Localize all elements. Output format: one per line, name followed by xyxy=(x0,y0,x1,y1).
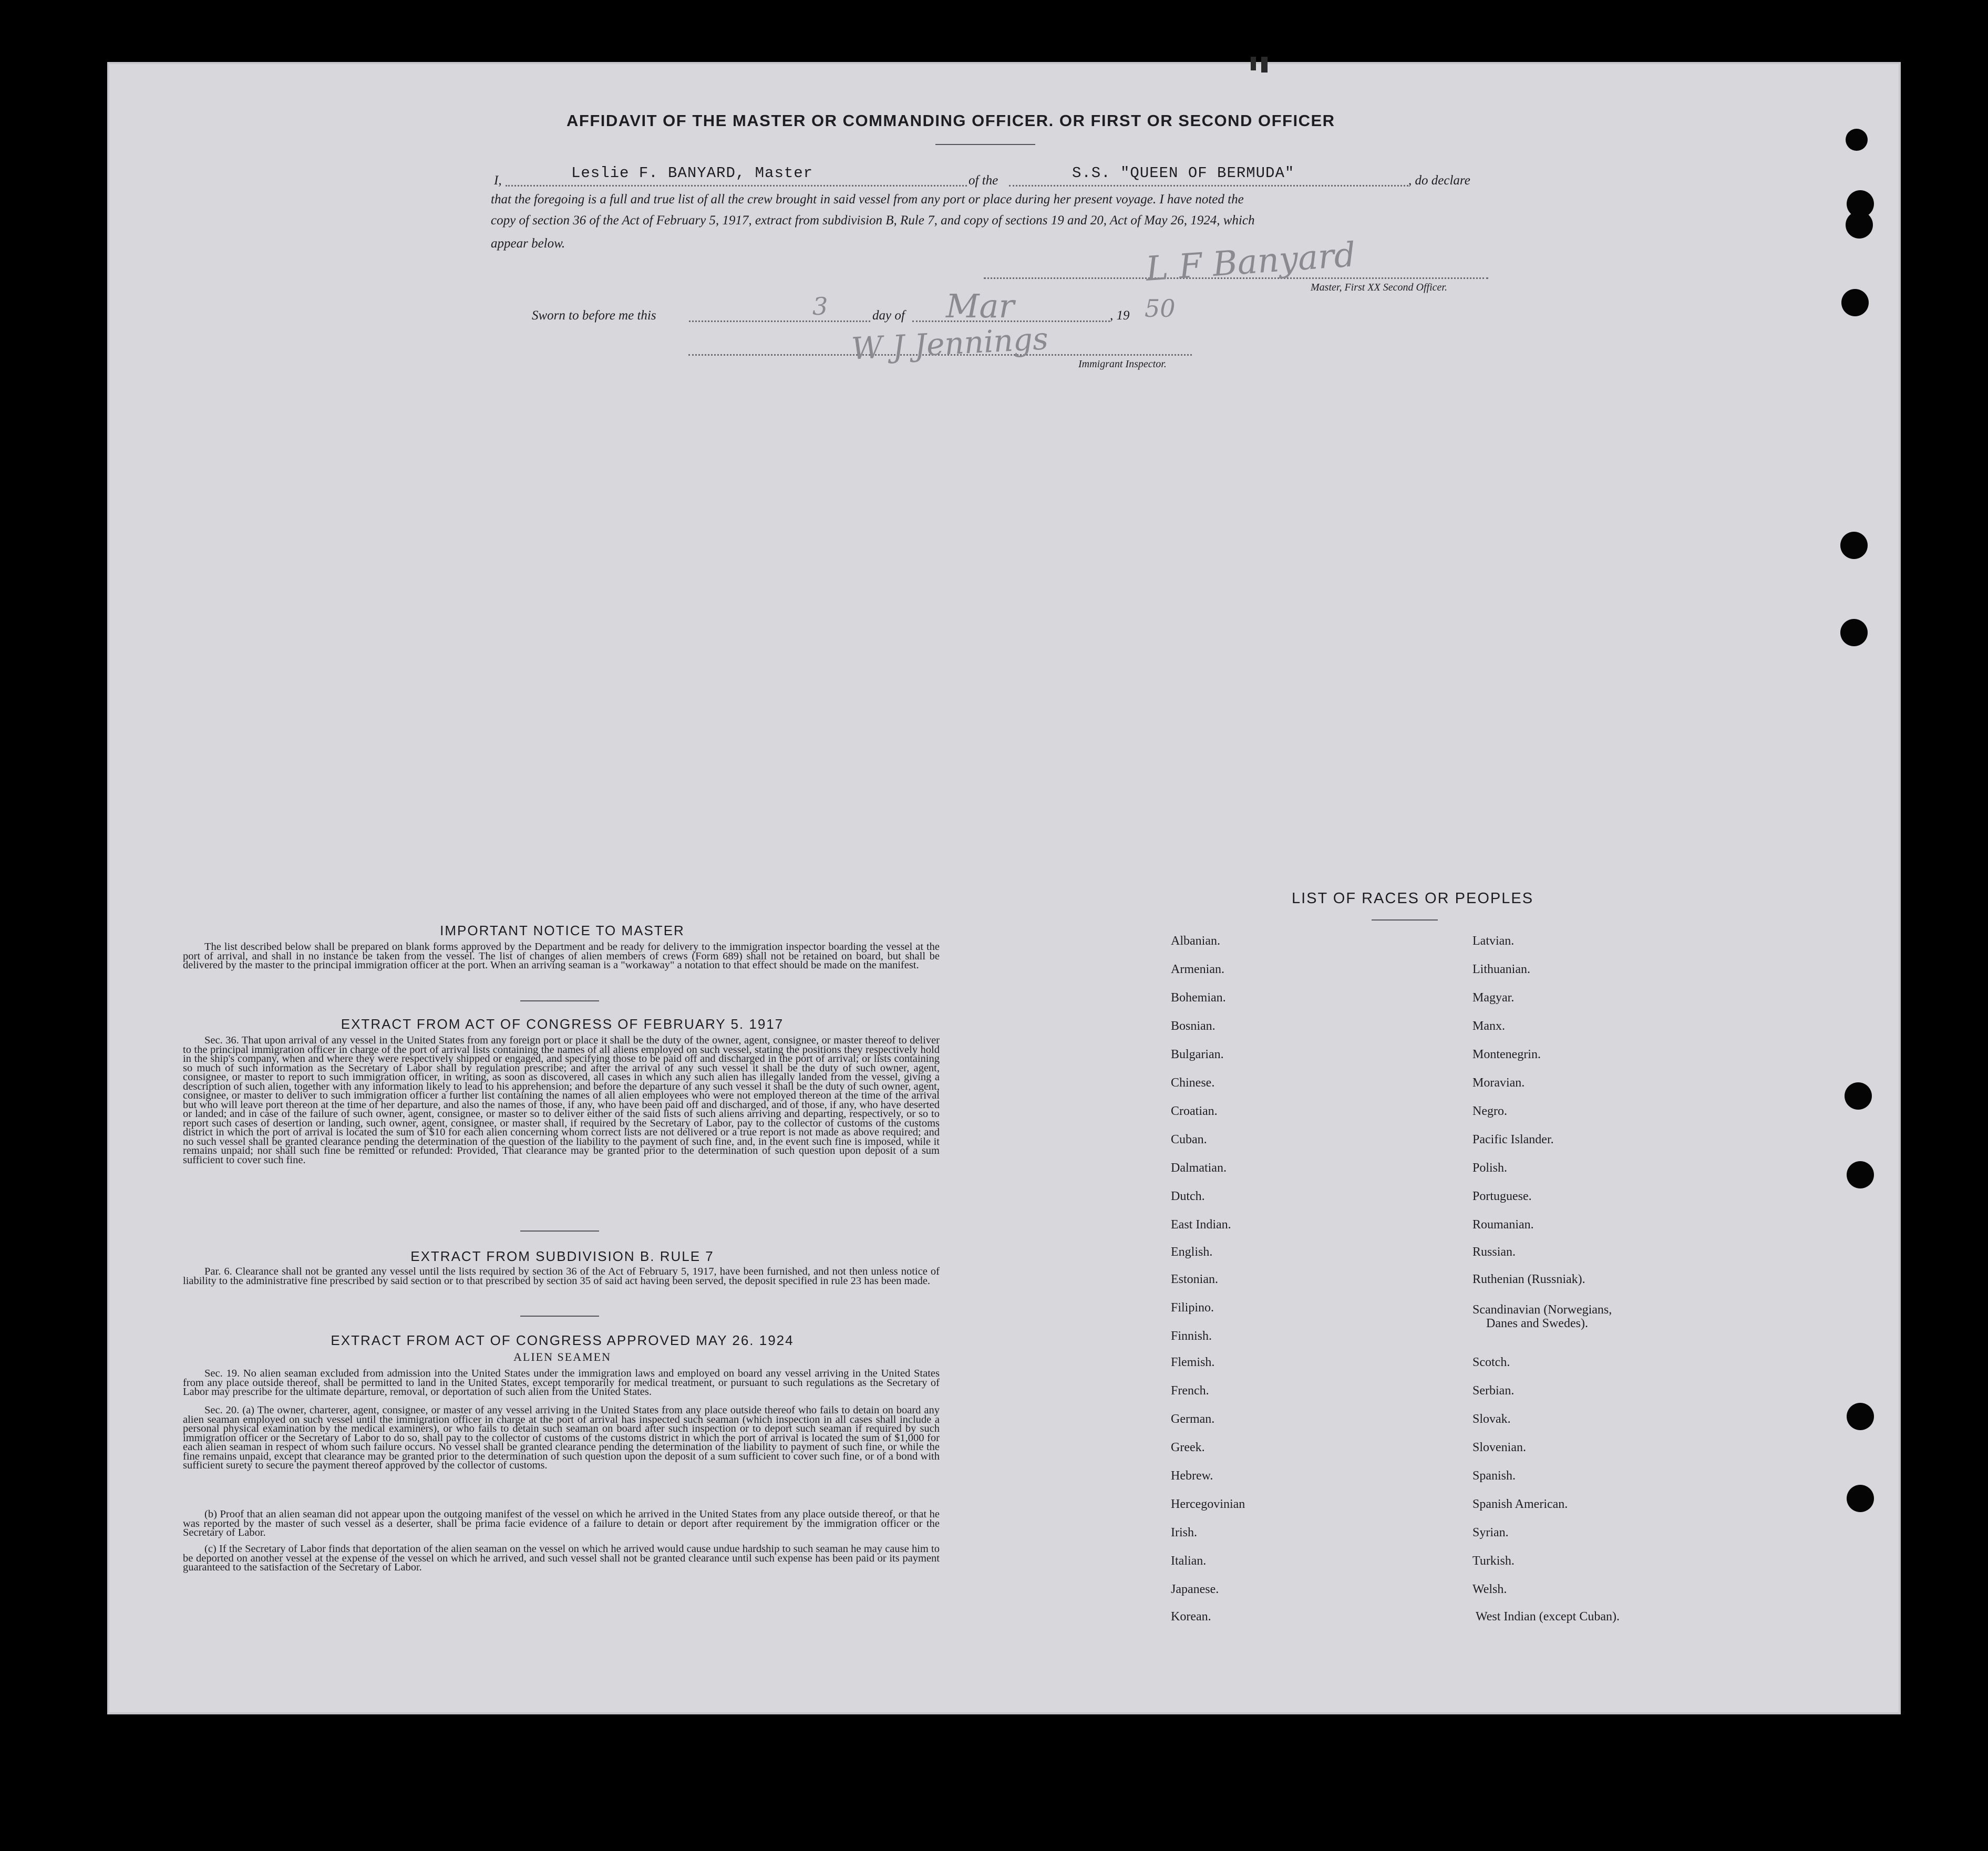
punch-hole xyxy=(1846,211,1873,239)
punch-hole xyxy=(1845,1082,1872,1110)
race-item: Dalmatian. xyxy=(1171,1161,1227,1175)
race-item: Cuban. xyxy=(1171,1133,1207,1146)
race-item: Lithuanian. xyxy=(1472,963,1530,976)
vessel-name-line xyxy=(1009,185,1408,187)
race-item: Flemish. xyxy=(1171,1356,1215,1369)
race-item: Scandinavian (Norwegians, xyxy=(1472,1303,1612,1317)
extract-rule7-text: Par. 6. Clearance shall not be granted any vessel until the lists required by section 36 of the Act of February 5, 1917, have been furnished, and not then unless notice of liability to the administrative fine prescribed by said section or to that prescribed by section 35 of said act having been served, the deposit specified in rule 23 has been made. xyxy=(183,1266,940,1287)
race-item: Bohemian. xyxy=(1171,991,1226,1005)
race-item: Turkish. xyxy=(1472,1554,1515,1568)
race-item: Serbian. xyxy=(1472,1384,1515,1398)
year-prefix: , 19 xyxy=(1110,308,1130,323)
race-item: Polish. xyxy=(1472,1161,1508,1175)
extract-1924-sec20b: (b) Proof that an alien seaman did not appear upon the outgoing manifest of the vessel on which he arrived in the United States from any place outside thereof, or that he was reported by the master of such vessel as a deserter, shall be prima facie evidence of a failure to detain or deport after requirement by the immigration officer or the Secretary of Labor. xyxy=(183,1508,940,1538)
sworn-day-line xyxy=(689,320,870,322)
race-item: Latvian. xyxy=(1472,934,1515,948)
race-item: Negro. xyxy=(1472,1104,1507,1118)
notice-heading: IMPORTANT NOTICE TO MASTER xyxy=(440,923,685,938)
race-item: Hebrew. xyxy=(1171,1469,1213,1483)
race-item: Italian. xyxy=(1171,1554,1207,1568)
extract-1917-text: Sec. 36. That upon arrival of any vessel in the United States from any foreign port or place it shall be the duty of the owner, agent, consignee, or master thereof to deliver to the principal immigration officer in charge of the port of arrival lists containing the names of all aliens employed on such vessel, stating the positions they respectively hold in the ship's company, when and where they were respectively shipped or engaged, and specifying those to be paid off and discharged in the port of arrival; or lists containing so much of such information as the Secretary of Labor shall by regulation prescribe; and after the arrival of any such vessel it shall be the duty of such owner, agent, consignee, or master to report to such immigration officer, in writing, as soon as discovered, all cases in which any such alien has illegally landed from the vessel, giving a description of such alien, together with any information likely to lead to his apprehension; and before the departure of any such vessel it shall be the duty of such owner, agent, consignee, or master to deliver to such immigration officer a further list containing the names of all alien employees who were not employed thereon at the time of the arrival but who will leave port thereon at the time of her departure, and also the names of those, if any, who have been paid off and discharged, and of those, if any, who have deserted or landed; and in case of the failure of such owner, agent, consignee, or master so to deliver either of the said lists of such aliens arriving and departing, respectively, or so to report such cases of desertion or landing, such owner, agent, consignee, or master shall, if required by the Secretary of Labor, pay to the collector of customs of the customs district in which the port of arrival is located the sum of $10 for each alien concerning whom correct lists are not delivered or a true report is not made as above required; and no such vessel shall be granted clearance pending the determination of the question of the liability to the payment of such fine, and, in the event such fine is imposed, while it remains unpaid; nor shall such fine be remitted or refunded: Provided, That clearance may be granted prior to the determination of such question upon deposit of a sum sufficient to cover such fine. xyxy=(183,1035,940,1166)
affidavit-body-line-1: that the foregoing is a full and true list of all the crew brought in said vessel from any port or place during her present voyage. I have noted the xyxy=(491,192,1244,206)
year-suffix: 50 xyxy=(1145,294,1176,323)
race-item: Magyar. xyxy=(1472,991,1515,1005)
race-item: Bosnian. xyxy=(1171,1019,1216,1033)
divider xyxy=(520,1316,599,1317)
race-item: Slovak. xyxy=(1472,1412,1511,1426)
race-item: Manx. xyxy=(1472,1019,1505,1033)
race-item: Hercegovinian xyxy=(1171,1497,1245,1511)
punch-hole xyxy=(1840,532,1868,559)
race-item: Slovenian. xyxy=(1472,1441,1526,1454)
extract-1924-sec19: Sec. 19. No alien seaman excluded from admission into the United States under the immigration laws and employed on board any vessel arriving in the United States from any place outside thereof, shall be permitted to land in the United States, except temporarily for medical treatment, or pursuant to such regulations as the Secretary of Labor may prescribe for the ultimate departure, removal, or deportation of such alien from the United States. xyxy=(183,1368,940,1398)
race-item: Filipino. xyxy=(1171,1301,1214,1315)
race-item: Scotch. xyxy=(1472,1356,1510,1369)
extract-1924-sec20a: Sec. 20. (a) The owner, charterer, agent, consignee, or master of any vessel arriving in the United States from any place outside thereof who fails to detain on board any alien seaman employed on such vessel until the immigration officer in charge at the port of arrival has inspected such seaman (which inspection in all cases shall include a personal physical examination by the medical examiners), or who fails to detain such seaman on board after such inspection or to deport such seaman if required by such immigration officer or the Secretary of Labor to do so, shall pay to the collector of customs of the customs district in which the port of arrival is located the sum of $1,000 for each alien seaman in respect of whom such failure occurs. No vessel shall be granted clearance pending the determination of the liability to payment of such fine, or while the fine remains unpaid, except that clearance may be granted prior to the determination of such question upon the deposit of a sum sufficient to cover such fine, or of a bond with sufficient surety to secure the payment thereof approved by the collector of customs. xyxy=(183,1404,940,1471)
race-item: Ruthenian (Russniak). xyxy=(1472,1273,1585,1286)
race-item: Welsh. xyxy=(1472,1583,1507,1596)
races-heading: LIST OF RACES OR PEOPLES xyxy=(1292,890,1534,907)
race-item: Montenegrin. xyxy=(1472,1048,1541,1061)
notice-text: The list described below shall be prepared on blank forms approved by the Department and be ready for delivery to the immigration inspector boarding the vessel at the port of arrival, and shall in no instance be taken from the vessel. The list of changes of alien members of crews (Form 689) shall not be retained on board, but shall be delivered by the master to the principal immigration officer at the port. When an arriving seaman is a "workaway" a notation to that effect should be made on the manifest. xyxy=(183,941,940,971)
race-item: West Indian (except Cuban). xyxy=(1476,1610,1620,1623)
do-declare-label: , do declare xyxy=(1408,173,1470,188)
signature-caption: Master, First XX Second Officer. xyxy=(1311,282,1447,293)
extract-1924-heading: EXTRACT FROM ACT OF CONGRESS APPROVED MAY 26. 1924 xyxy=(331,1332,794,1348)
sworn-day: 3 xyxy=(812,292,828,320)
sworn-label: Sworn to before me this xyxy=(532,308,656,323)
race-item: Roumanian. xyxy=(1472,1218,1534,1232)
extract-1917-heading: EXTRACT FROM ACT OF CONGRESS OF FEBRUARY 5. 1917 xyxy=(341,1016,784,1032)
vessel-name: S.S. "QUEEN OF BERMUDA" xyxy=(1072,164,1295,182)
race-item: Korean. xyxy=(1171,1610,1211,1623)
race-item: Spanish. xyxy=(1472,1469,1516,1483)
race-item: English. xyxy=(1171,1245,1213,1259)
ink-mark xyxy=(1251,57,1256,70)
race-item: Spanish American. xyxy=(1472,1497,1568,1511)
race-item: Danes and Swedes). xyxy=(1486,1317,1588,1330)
punch-hole xyxy=(1847,1403,1874,1430)
race-item: Estonian. xyxy=(1171,1273,1218,1286)
race-item: Greek. xyxy=(1171,1441,1205,1454)
ink-mark xyxy=(1261,57,1268,73)
race-item: Finnish. xyxy=(1171,1329,1212,1343)
affidavit-heading: AFFIDAVIT OF THE MASTER OR COMMANDING OFFICER. OR FIRST OR SECOND OFFICER xyxy=(566,111,1335,130)
punch-hole xyxy=(1847,1485,1874,1512)
day-of-label: day of xyxy=(872,308,905,323)
race-item: Syrian. xyxy=(1472,1526,1509,1539)
divider xyxy=(520,1000,599,1001)
race-item: Chinese. xyxy=(1171,1076,1215,1090)
affidavit-lead: I, xyxy=(494,173,502,188)
master-signature: L F Banyard xyxy=(1144,235,1357,289)
sworn-month: Mar xyxy=(946,287,1015,325)
divider xyxy=(520,1230,599,1232)
punch-hole xyxy=(1841,289,1869,316)
race-item: Armenian. xyxy=(1171,963,1224,976)
race-item: Croatian. xyxy=(1171,1104,1218,1118)
inspector-signature: W J Jennings xyxy=(850,320,1049,367)
punch-hole xyxy=(1840,619,1868,646)
extract-1924-sec20c: (c) If the Secretary of Labor finds that deportation of the alien seaman on the vessel on which he arrived would cause undue hardship to such seaman he may cause him to be deported on another vessel at the expense of the vessel on which he arrived, and such vessel shall not be granted clearance until such expense has been paid or its payment guaranteed to the satisfaction of the Secretary of Labor. xyxy=(183,1543,940,1573)
race-item: German. xyxy=(1171,1412,1215,1426)
race-item: Moravian. xyxy=(1472,1076,1525,1090)
races-heading-rule xyxy=(1372,919,1438,921)
inspector-caption: Immigrant Inspector. xyxy=(1078,358,1167,370)
race-item: East Indian. xyxy=(1171,1218,1231,1232)
race-item: Albanian. xyxy=(1171,934,1220,948)
of-the-label: of the xyxy=(969,173,998,188)
race-item: Pacific Islander. xyxy=(1472,1133,1554,1146)
affidavit-body-line-2: copy of section 36 of the Act of February 5, 1917, extract from subdivision B, Rule 7, and copy of sections 19 and 20, Act of May 26, 1924, which xyxy=(491,213,1255,228)
race-item: Russian. xyxy=(1472,1245,1516,1259)
alien-seamen-subheading: ALIEN SEAMEN xyxy=(513,1350,611,1363)
race-item: French. xyxy=(1171,1384,1209,1398)
race-item: Bulgarian. xyxy=(1171,1048,1224,1061)
punch-hole xyxy=(1846,129,1868,151)
affidavit-body-line-3: appear below. xyxy=(491,236,565,251)
race-item: Dutch. xyxy=(1171,1190,1205,1203)
punch-hole xyxy=(1847,1161,1874,1188)
extract-rule7-heading: EXTRACT FROM SUBDIVISION B. RULE 7 xyxy=(410,1248,714,1264)
race-item: Portuguese. xyxy=(1472,1190,1532,1203)
race-item: Irish. xyxy=(1171,1526,1197,1539)
race-item: Japanese. xyxy=(1171,1583,1219,1596)
heading-rule xyxy=(935,144,1035,145)
master-name: Leslie F. BANYARD, Master xyxy=(571,164,813,182)
master-name-line xyxy=(506,185,967,187)
